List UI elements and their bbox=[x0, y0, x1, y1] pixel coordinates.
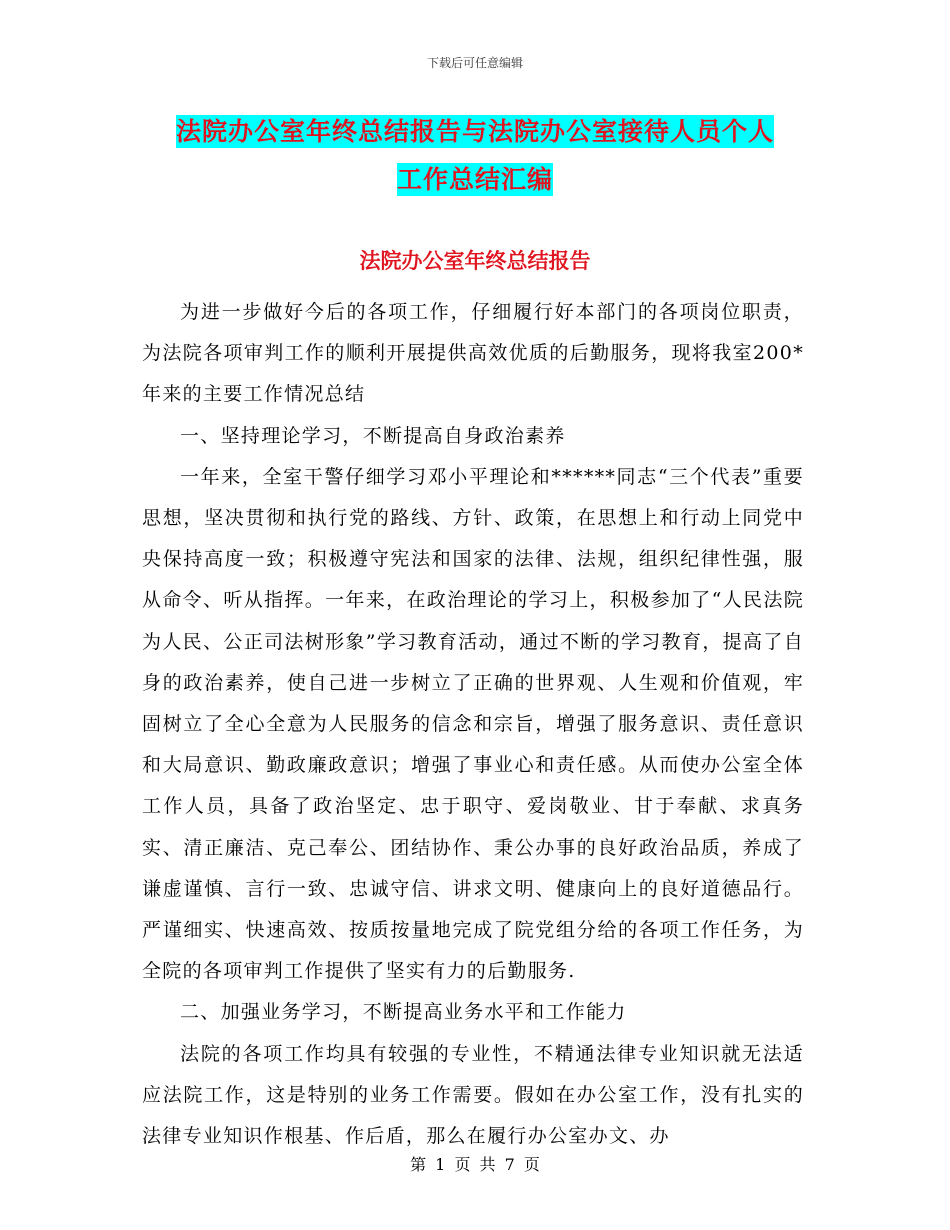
paragraph: 法院的各项工作均具有较强的专业性，不精通法律专业知识就无法适应法院工作，这是特别的业务工作需要。假如在办公室工作，没有扎实的法律专业知识作根基、作后盾，那么在履行办公室办文、办 bbox=[142, 1042, 804, 1148]
section-title: 法院办公室年终总结报告 bbox=[359, 248, 591, 273]
paragraph: 为进一步做好今后的各项工作，仔细履行好本部门的各项岗位职责，为法院各项审判工作的顺利开展提供高效优质的后勤服务，现将我室200*年来的主要工作情况总结 bbox=[142, 301, 804, 406]
page-footer: 第 1 页 共 7 页 bbox=[410, 1155, 540, 1174]
title-line-2: 工作总结汇编 bbox=[396, 165, 553, 194]
document-title bbox=[145, 108, 805, 204]
section-heading: 二、加强业务学习，不断提高业务水平和工作能力 bbox=[180, 1001, 627, 1024]
section-heading: 一、坚持理论学习，不断提高自身政治素养 bbox=[180, 424, 566, 447]
body-text bbox=[142, 292, 804, 1157]
title-line-1: 法院办公室年终总结报告与法院办公室接待人员个人 bbox=[175, 117, 774, 146]
paragraph: 一年来，全室干警仔细学习邓小平理论和******同志“三个代表”重要思想，坚决贯彻和执行党的路线、方针、政策，在思想上和行动上同党中央保持高度一致；积极遵守宪法和国家的法律、法规，组织纪律性强，服从命令、听从指挥。一年来，在政治理论的学习上，积极参加了“人民法院为人民、公正司法树形象”学习教育活动，通过不断的学习教育，提高了自身的政治素养，使自己进一步树立了正确的世界观、人生观和价值观，牢固树立了全心全意为人民服务的信念和宗旨，增强了服务意识、责任意识和大局意识、勤政廉政意识；增强了事业心和责任感。从而使办公室全体工作人员，具备了政治坚定、忠于职守、爱岗敬业、甘于奉献、求真务实、清正廉洁、克己奉公、团结协作、秉公办事的良好政治品质，养成了谦虚谨慎、言行一致、忠诚守信、讲求文明、健康向上的良好道德品行。严谨细实、快速高效、按质按量地完成了院党组分给的各项工作任务，为全院的各项审判工作提供了坚实有力的后勤服务. bbox=[142, 465, 804, 983]
header-note: 下载后可任意编辑 bbox=[426, 56, 523, 70]
